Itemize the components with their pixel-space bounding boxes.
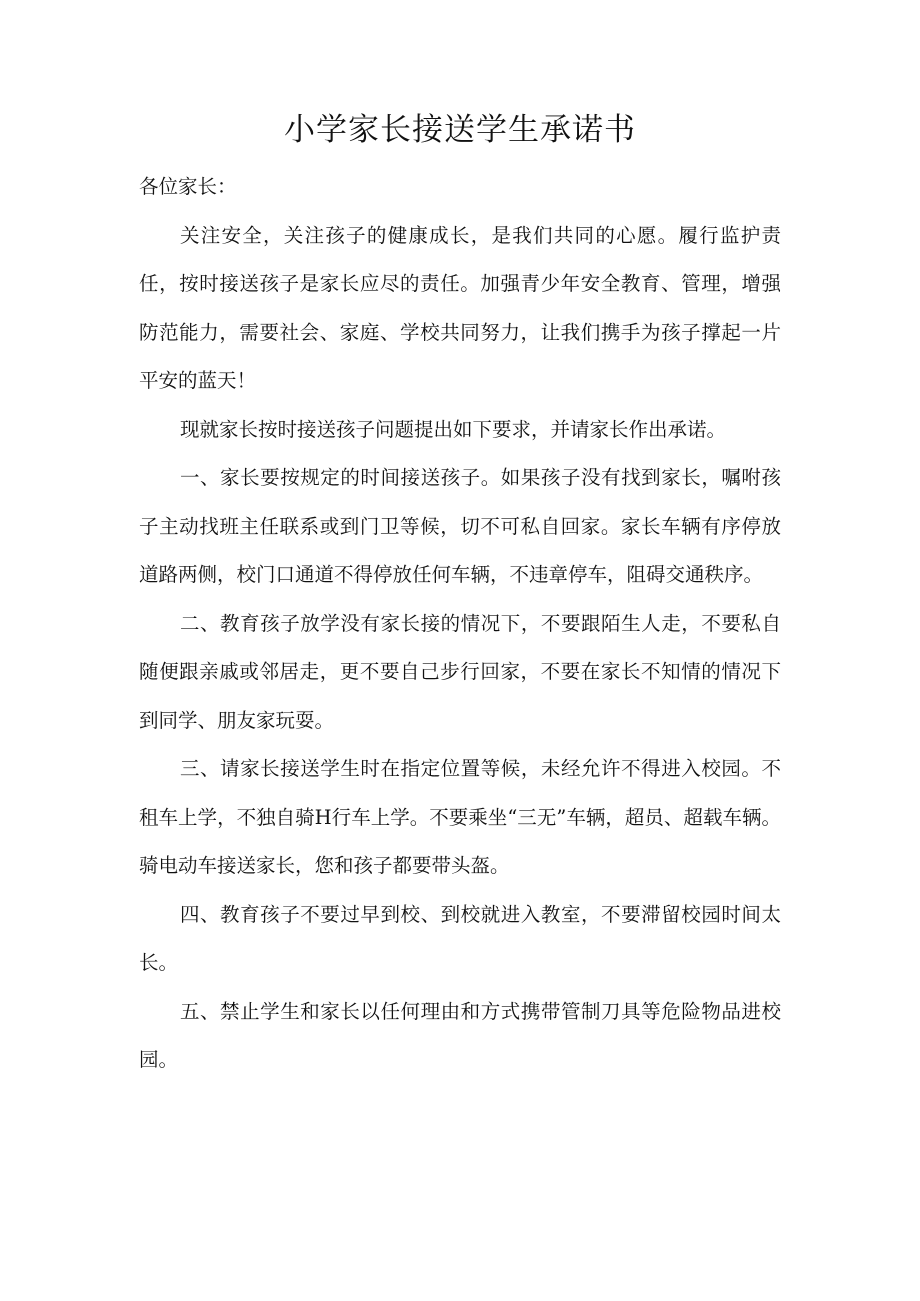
requirements-intro-paragraph: 现就家长按时接送孩子问题提出如下要求，并请家长作出承诺。 (179, 417, 726, 441)
salutation: 各位家长： (139, 175, 237, 198)
requirement-2-paragraph: 二、教育孩子放学没有家长接的情况下，不要跟陌生人走，不要私自随便跟亲戚或邻居走，更不要自己步行回家，不要在家长不知情的情况下到同学、朋友家玩耍。 (139, 611, 781, 732)
intro-paragraph: 关注安全，关注孩子的健康成长，是我们共同的心愿。履行监护责任，按时接送孩子是家长应尽的责任。加强青少年安全教育、管理，增强防范能力，需要社会、家庭、学校共同努力，让我们携手为孩子撑起一片平安的蓝天！ (139, 223, 781, 392)
document-title: 小学家长接送学生承诺书 (284, 112, 636, 148)
requirement-4-paragraph: 四、教育孩子不要过早到校、到校就进入教室，不要滞留校园时间太长。 (139, 902, 781, 974)
document-body (139, 163, 781, 1085)
requirement-1-paragraph: 一、家长要按规定的时间接送孩子。如果孩子没有找到家长，嘱咐孩子主动找班主任联系或到门卫等候，切不可私自回家。家长车辆有序停放道路两侧，校门口通道不得停放任何车辆，不违章停车，阻碍交通秩序。 (139, 466, 781, 586)
requirement-3-paragraph: 三、请家长接送学生时在指定位置等候，未经允许不得进入校园。不租车上学，不独自骑H行车上学。不要乘坐“三无”车辆，超员、超载车辆。骑电动车接送家长，您和孩子都要带头盔。 (139, 757, 781, 877)
requirement-5-paragraph: 五、禁止学生和家长以任何理由和方式携带管制刀具等危险物品进校园。 (139, 999, 781, 1071)
